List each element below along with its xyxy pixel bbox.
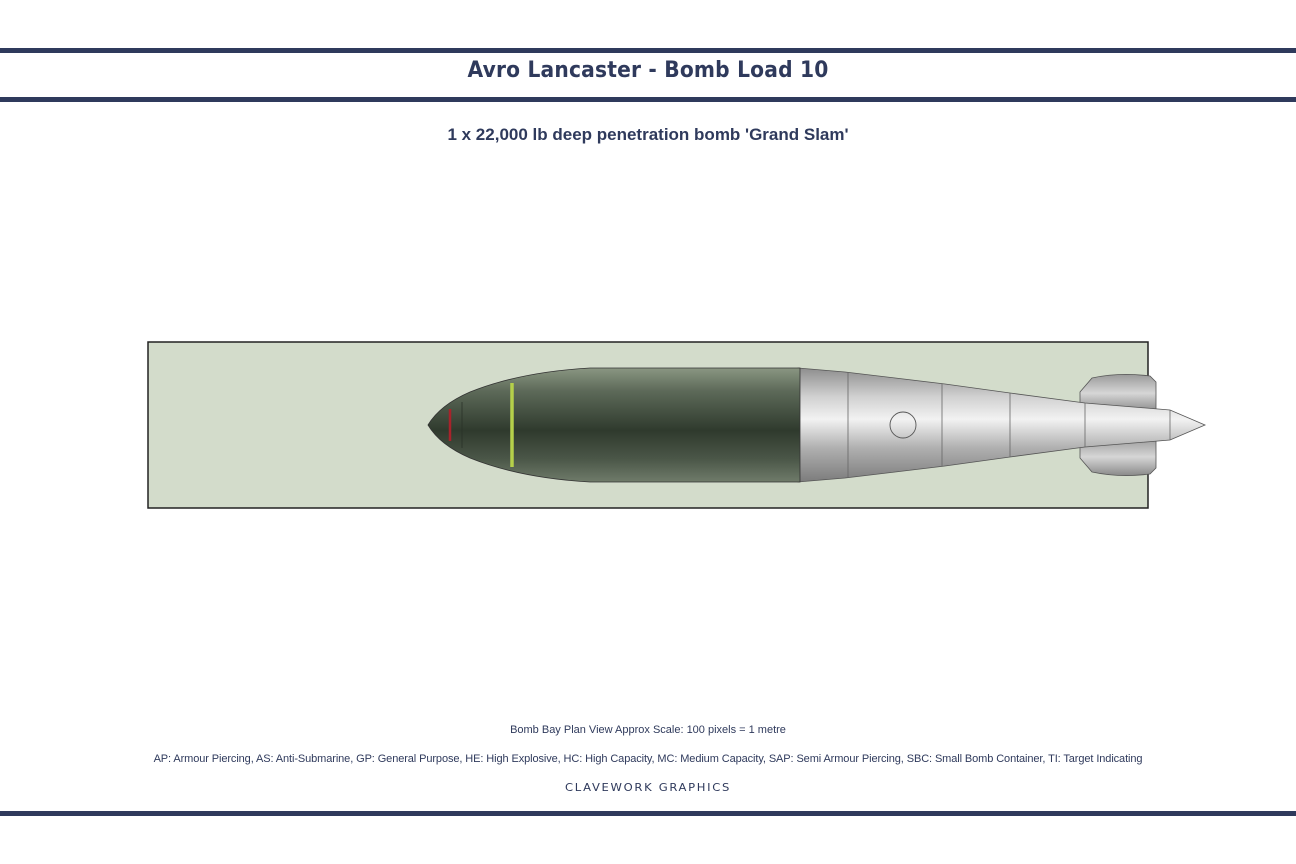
page-title: Avro Lancaster - Bomb Load 10 bbox=[467, 58, 829, 83]
credit-logo: CLAVEWORK GRAPHICS bbox=[564, 781, 731, 794]
footer-rule bbox=[0, 811, 1296, 816]
scale-note: Bomb Bay Plan View Approx Scale: 100 pixels = 1 metre bbox=[510, 724, 786, 736]
abbreviations-legend: AP: Armour Piercing, AS: Anti-Submarine, GP: General Purpose, HE: High Explosive, HC: High Capacity, MC: Medium Capacity, SAP: Semi Armour Piercing, SBC: Small Bomb Container, TI: Target Indicating bbox=[153, 753, 1143, 765]
bomb-load-description: 1 x 22,000 lb deep penetration bomb 'Grand Slam' bbox=[447, 125, 849, 144]
